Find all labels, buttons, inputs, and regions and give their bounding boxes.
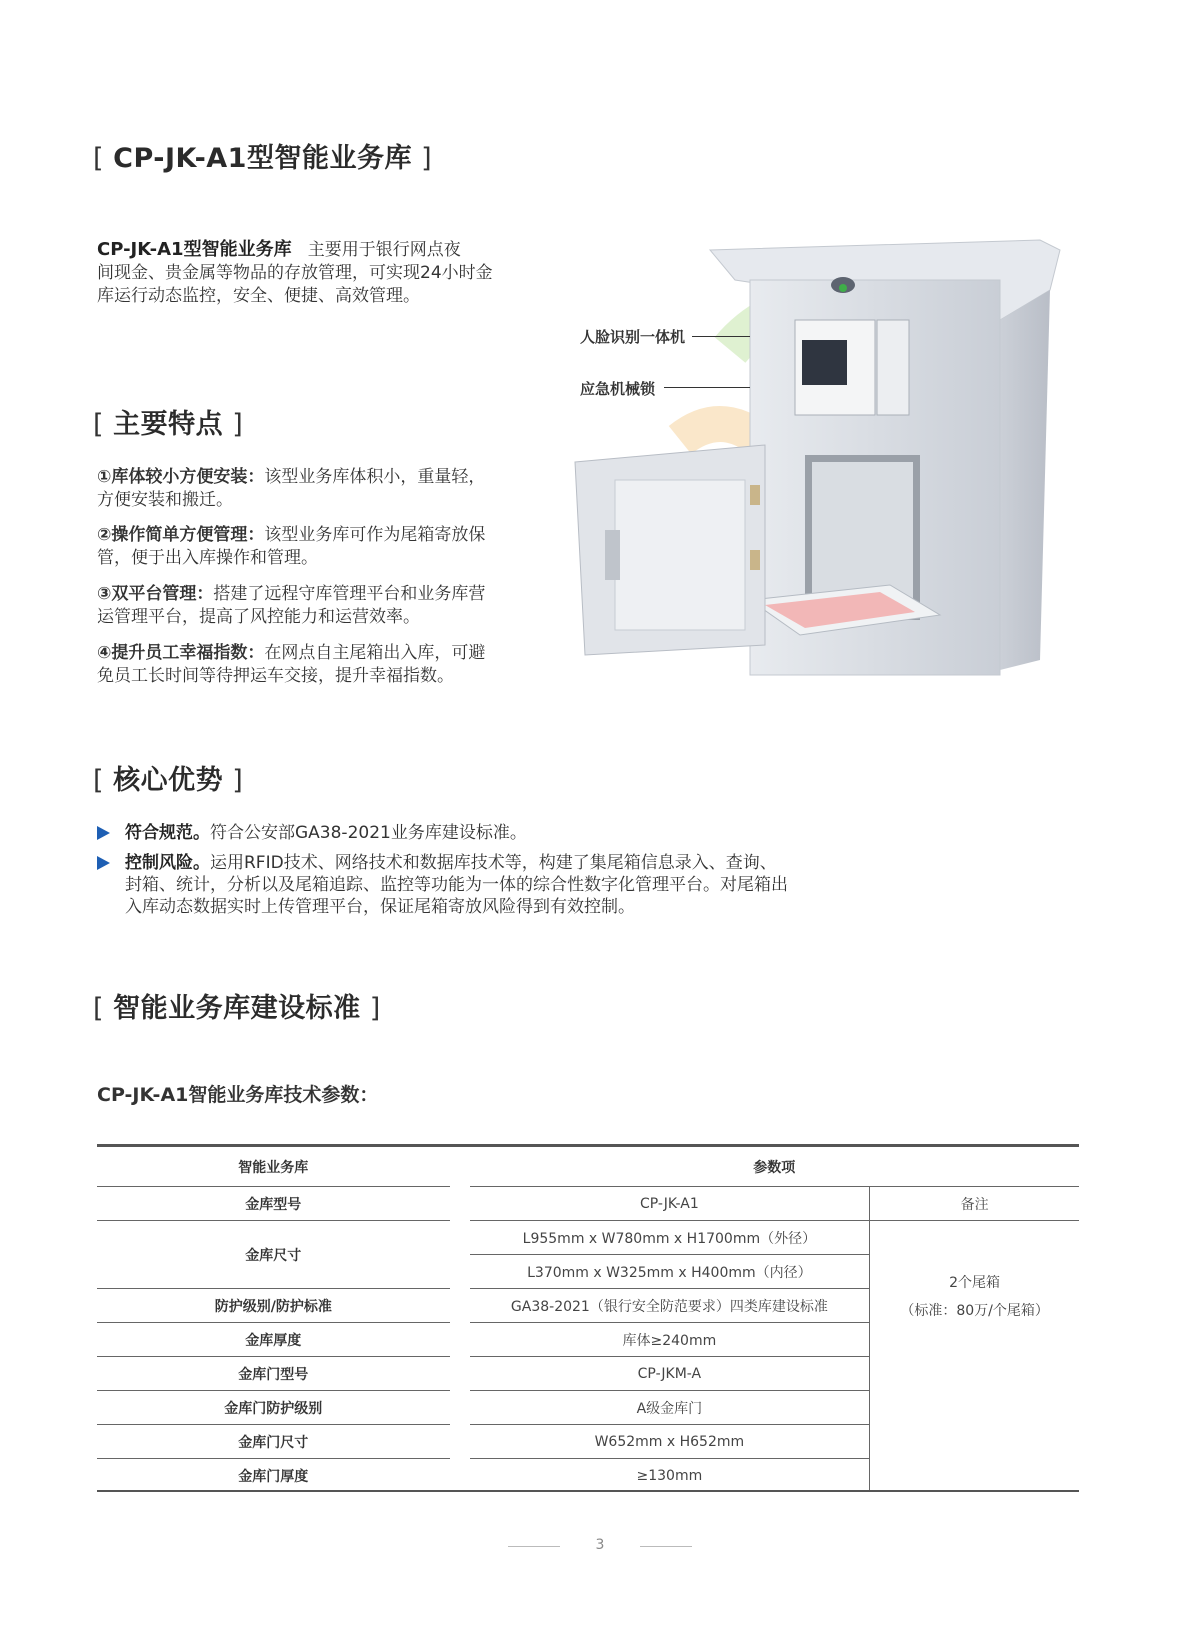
param-value: L370mm x W325mm x H400mm（内径） — [470, 1255, 870, 1289]
param-value: CP-JK-A1 — [470, 1187, 870, 1221]
header-cell: 参数项 — [470, 1148, 1079, 1187]
param-name: 金库厚度 — [97, 1323, 450, 1357]
advantage-item-1 — [97, 822, 837, 844]
spec-table — [97, 1148, 1079, 1492]
advantage-text: 运用RFID技术、网络技术和数据库技术等，构建了集尾箱信息录入、查询、 — [210, 853, 777, 873]
feature-text: 在网点自主尾箱出入库，可避 — [264, 643, 486, 663]
param-name: 防护级别/防护标准 — [97, 1289, 450, 1323]
standards-title: [ 智能业务库建设标准 ] — [93, 993, 381, 1024]
feature-item-2 — [97, 524, 517, 570]
intro-line-1: 主要用于银行网点夜 — [307, 240, 461, 260]
features-title: [ 主要特点 ] — [93, 409, 244, 440]
param-value: L955mm x W780mm x H1700mm（外径） — [470, 1221, 870, 1255]
callout-emergency-lock: 应急机械锁 — [580, 380, 656, 398]
arrow-right-icon — [97, 856, 110, 870]
param-name: 金库门防护级别 — [97, 1391, 450, 1425]
feature-item-3 — [97, 583, 517, 629]
callout-lock-line — [664, 387, 750, 388]
advantage-text: 封箱、统计，分析以及尾箱追踪、监控等功能为一体的综合性数字化管理平台。对尾箱出 — [125, 875, 788, 895]
param-name: 金库门厚度 — [238, 1468, 309, 1485]
feature-text: 免员工长时间等待押运车交接，提升幸福指数。 — [97, 666, 454, 686]
param-name: 金库尺寸 — [97, 1221, 450, 1289]
table-header-row — [97, 1148, 1079, 1187]
feature-label: ③双平台管理： — [97, 584, 214, 604]
feature-label: ①库体较小方便安装： — [97, 467, 265, 487]
param-value: ≥130mm — [636, 1467, 703, 1484]
feature-text: 运管理平台，提高了风控能力和运营效率。 — [97, 607, 420, 627]
remark-header: 备注 — [870, 1187, 1079, 1221]
advantages-title: [ 核心优势 ] — [93, 765, 244, 796]
param-value: CP-JKM-A — [470, 1357, 870, 1391]
feature-text: 该型业务库可作为尾箱寄放保 — [264, 525, 486, 545]
advantage-text: 入库动态数据实时上传管理平台，保证尾箱寄放风险得到有效控制。 — [125, 897, 635, 917]
feature-label: ④提升员工幸福指数： — [97, 643, 265, 663]
vault-illustration — [560, 230, 1080, 690]
page-title: [ CP-JK-A1型智能业务库 ] — [93, 143, 433, 174]
table-bottom-rule — [97, 1490, 1079, 1492]
feature-text: 方便安装和搬迁。 — [97, 490, 233, 510]
feature-item-1 — [97, 466, 517, 512]
param-value: GA38-2021（银行安全防范要求）四类库建设标准 — [470, 1289, 870, 1323]
callout-face-line — [692, 336, 750, 337]
table-row — [97, 1187, 1079, 1221]
intro-line-2: 间现金、贵金属等物品的存放管理，可实现24小时金 — [97, 263, 493, 283]
header-cell: 智能业务库 — [97, 1148, 450, 1187]
arrow-right-icon — [97, 826, 110, 840]
callout-face-recognition: 人脸识别一体机 — [580, 328, 686, 346]
feature-text: 搭建了远程守库管理平台和业务库营 — [213, 584, 486, 604]
feature-text: 该型业务库体积小，重量轻， — [264, 467, 486, 487]
feature-item-4 — [97, 642, 517, 688]
page-number: 3 — [595, 1537, 605, 1553]
param-value: W652mm x H652mm — [470, 1425, 870, 1459]
advantage-text: 符合公安部GA38-2021业务库建设标准。 — [210, 823, 527, 843]
remark-cell — [870, 1221, 1079, 1493]
param-name: 金库型号 — [97, 1187, 450, 1221]
intro-paragraph — [97, 238, 493, 308]
intro-line-3: 库运行动态监控，安全、便捷、高效管理。 — [97, 286, 420, 306]
advantage-label: 控制风险。 — [125, 853, 210, 873]
remark-line-2: （标准：80万/个尾箱） — [900, 1303, 1049, 1319]
table-row — [97, 1221, 1079, 1255]
param-name: 金库门尺寸 — [97, 1425, 450, 1459]
param-name: 金库门型号 — [97, 1357, 450, 1391]
feature-label: ②操作简单方便管理： — [97, 525, 265, 545]
feature-text: 管，便于出入库操作和管理。 — [97, 548, 318, 568]
advantage-label: 符合规范。 — [125, 823, 210, 843]
advantage-item-2 — [97, 852, 837, 918]
standards-subtitle: CP-JK-A1智能业务库技术参数： — [97, 1084, 379, 1106]
table-top-rule — [97, 1144, 1079, 1147]
remark-line-1: 2个尾箱 — [949, 1275, 1001, 1291]
page-number-rule-right — [640, 1546, 692, 1547]
intro-product-name: CP-JK-A1型智能业务库 — [97, 239, 292, 260]
param-value: A级金库门 — [470, 1391, 870, 1425]
param-value: 库体≥240mm — [470, 1323, 870, 1357]
